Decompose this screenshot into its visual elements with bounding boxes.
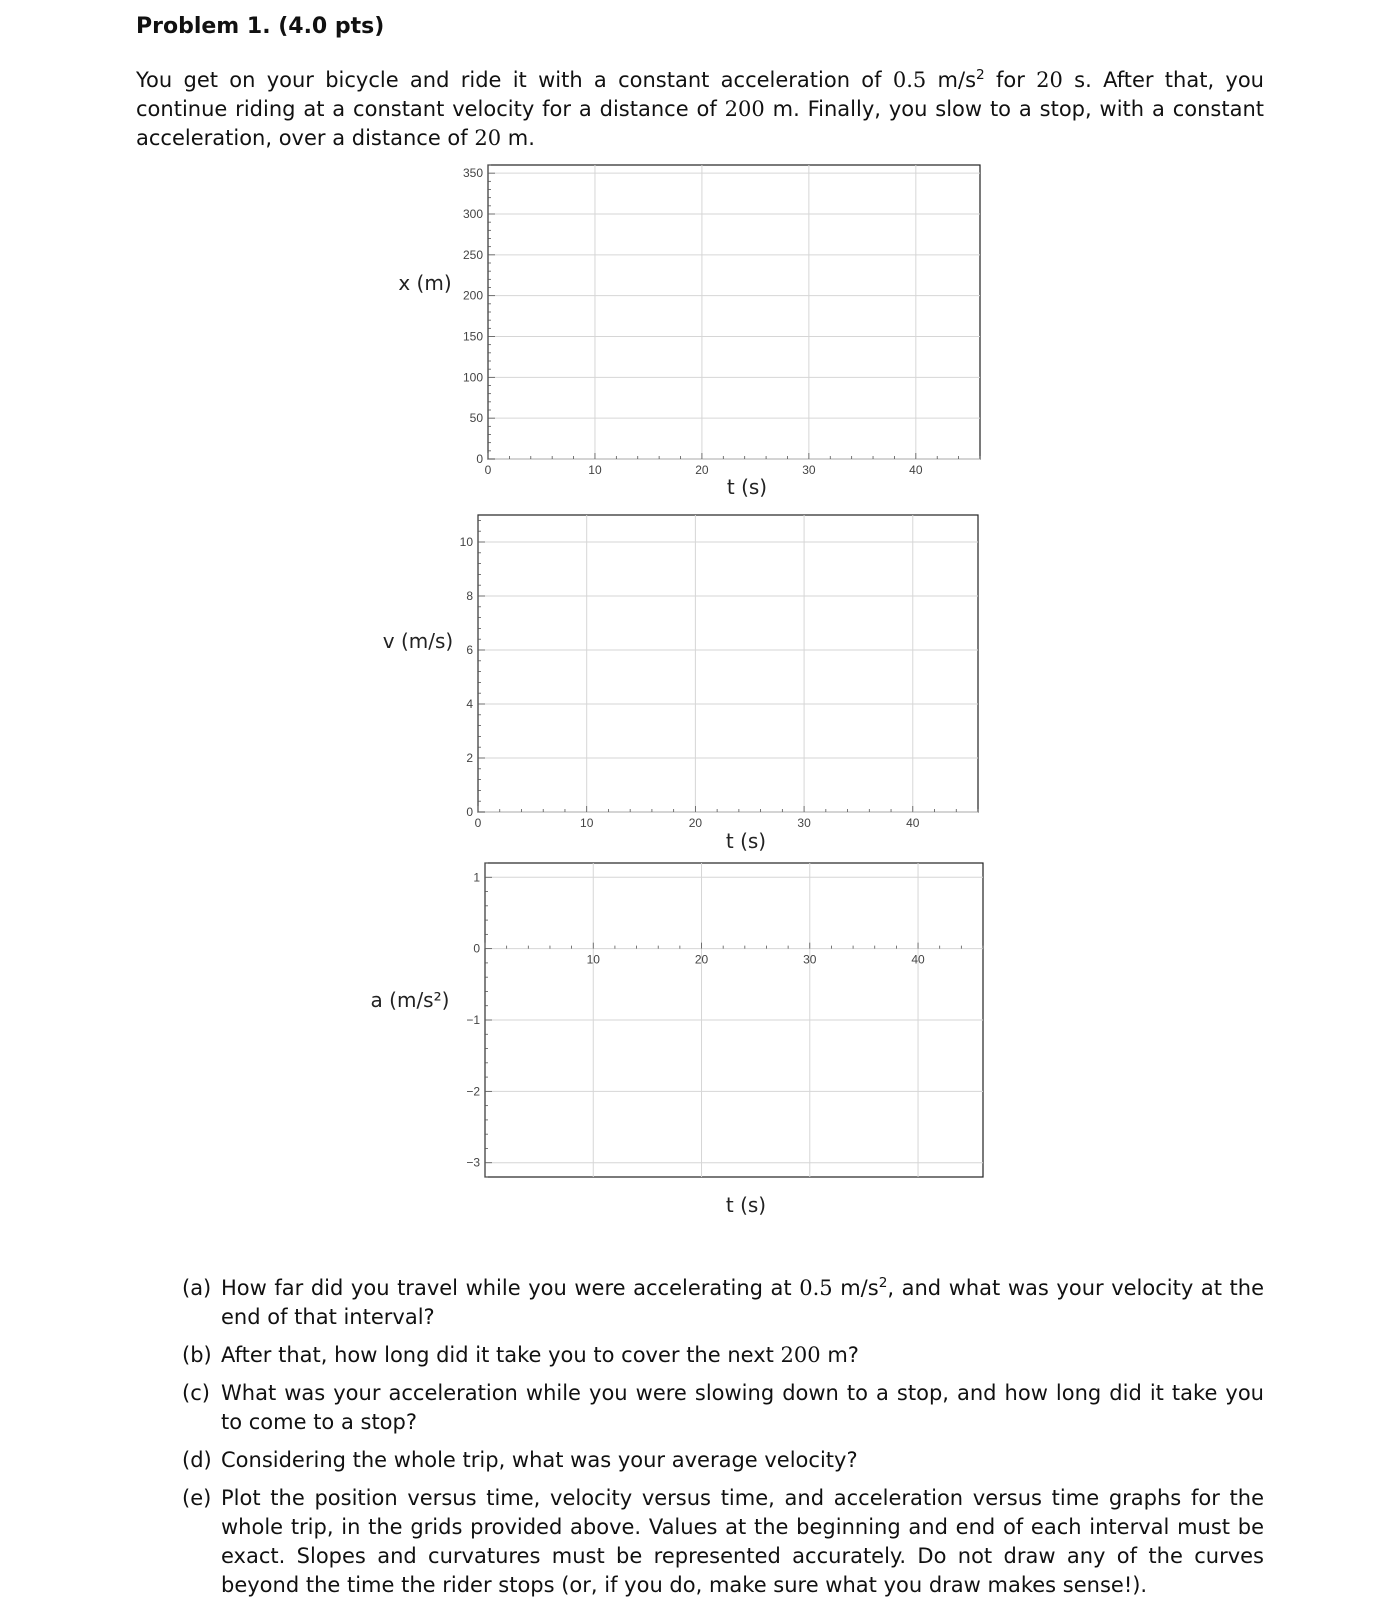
- acceleration-y-tick-label: 0: [473, 941, 480, 956]
- question-e: (e) Plot the position versus time, velocity versus time, and acceleration versus time graphs for the whole trip, in the grids provided above. Values at the beginning and end of each interval must be exact. Slopes and curvatures must be represented accurately. Do not draw any of the curves beyond the time the rider stops (or, if you do, make sure what you draw makes sense!).: [182, 1486, 1264, 1597]
- velocity-x-axis-label: t (s): [725, 829, 767, 853]
- position-y-tick-label: 250: [462, 247, 483, 262]
- velocity-y-tick-label: 2: [466, 751, 473, 765]
- position-y-tick-label: 150: [462, 329, 483, 344]
- acceleration-x-tick-label: 10: [586, 952, 600, 967]
- question-list: [182, 1274, 1264, 1609]
- acceleration-x-axis-label: t (s): [725, 1193, 767, 1217]
- position-x-tick-label: 0: [484, 463, 492, 477]
- position-y-tick-label: 0: [476, 452, 483, 466]
- velocity-x-tick-label: 30: [797, 816, 811, 830]
- acceleration-y-tick-label: −3: [466, 1155, 480, 1170]
- velocity-y-tick-label: 4: [466, 697, 473, 711]
- question-a: (a) How far did you travel while you were accelerating at 0.5 $m/s^2$, and what was your velocity at the end of that interval?: [182, 1275, 1264, 1329]
- position-x-tick-label: 40: [909, 463, 923, 477]
- position-y-tick-label: 50: [469, 411, 483, 426]
- position-x-tick-label: 20: [695, 463, 709, 477]
- question-c: (c) What was your acceleration while you were slowing down to a stop, and how long did it take you to come to a stop?: [182, 1381, 1264, 1434]
- acceleration-y-axis-label: a (m/s²): [370, 988, 450, 1012]
- velocity-y-tick-label: 6: [466, 643, 473, 657]
- problem-title: Problem 1. (4.0 pts): [136, 14, 385, 39]
- position-y-tick-label: 350: [462, 166, 483, 181]
- problem-statement: You get on your bicycle and ride it with a constant acceleration of 0.5 $m/s^2$ for 20 s. After that, you continue riding at a constant velocity for a distance of 200 m. Finally, you slow to a stop, with a constant acceleration, over a distance of 20 m.: [136, 67, 1265, 150]
- velocity-x-tick-label: 10: [580, 816, 594, 830]
- acceleration-x-tick-label: 40: [911, 952, 925, 967]
- velocity-y-axis-label: v (m/s): [382, 629, 454, 653]
- velocity-y-tick-label: 0: [466, 805, 473, 819]
- position-y-tick-label: 200: [462, 288, 483, 303]
- position-x-axis-label: t (s): [726, 475, 768, 499]
- position-x-tick-label: 10: [588, 463, 602, 477]
- velocity-y-tick-label: 10: [459, 535, 473, 549]
- question-d: (d) Considering the whole trip, what was your average velocity?: [182, 1448, 858, 1472]
- question-b: (b) After that, how long did it take you to cover the next 200 m?: [182, 1343, 859, 1367]
- velocity-x-tick-label: 20: [688, 816, 703, 830]
- acceleration-y-tick-label: −1: [466, 1013, 480, 1027]
- velocity-x-tick-label: 40: [906, 816, 920, 830]
- acceleration-x-tick-label: 30: [803, 952, 817, 967]
- position-y-tick-label: 300: [462, 207, 483, 221]
- position-plot-frame: [488, 165, 980, 459]
- position-y-axis-label: x (m): [398, 271, 452, 295]
- position-x-tick-label: 30: [802, 463, 816, 477]
- velocity-plot-frame: [478, 515, 978, 812]
- acceleration-y-tick-label: −2: [466, 1084, 480, 1099]
- velocity-y-tick-label: 8: [466, 589, 473, 603]
- position-y-tick-label: 100: [462, 370, 483, 385]
- acceleration-x-tick-label: 20: [694, 952, 709, 967]
- acceleration-y-tick-label: 1: [473, 870, 480, 885]
- velocity-x-tick-label: 0: [474, 816, 482, 830]
